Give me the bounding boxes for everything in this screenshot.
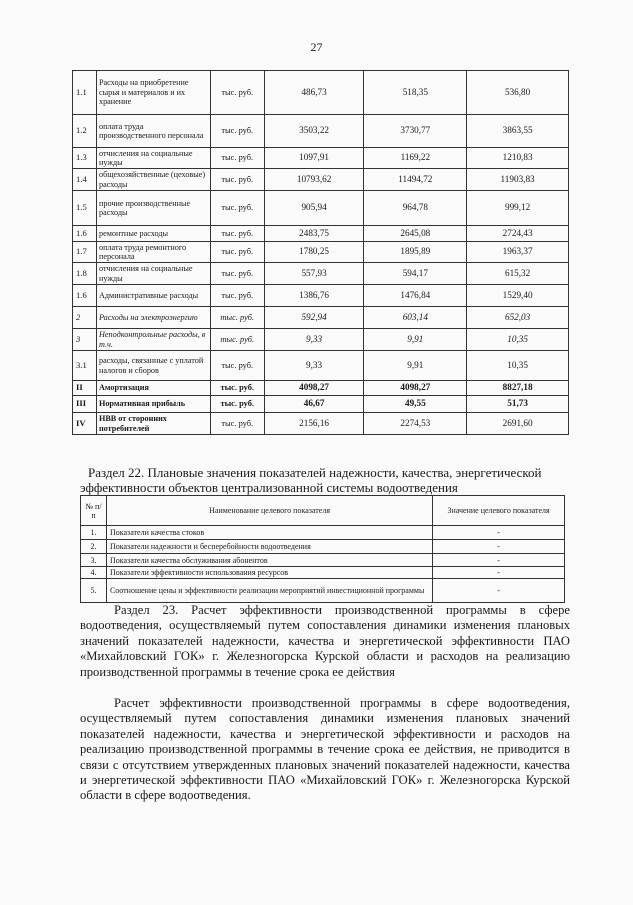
row-name: оплата труда ремонтного персонала — [96, 242, 210, 263]
cost-table — [72, 70, 569, 435]
table-row — [73, 115, 569, 148]
indicator-row — [81, 554, 565, 567]
row-code: 1.2 — [73, 115, 97, 148]
indicator-name: Показатели качества стоков — [106, 526, 432, 540]
table-row — [73, 263, 569, 285]
row-unit: тыс. руб. — [210, 329, 264, 351]
row-value-year3: 51,73 — [467, 396, 569, 413]
row-value-year3: 1529,40 — [467, 285, 569, 307]
row-name: Неподконтрольные расходы, в т.ч. — [96, 329, 210, 351]
table-row — [73, 285, 569, 307]
row-unit: тыс. руб. — [210, 242, 264, 263]
row-code: IV — [73, 413, 97, 435]
row-name: Расходы на приобретение сырья и материалов и их хранение — [96, 71, 210, 115]
row-name: ремонтные расходы — [96, 226, 210, 242]
row-unit: тыс. руб. — [210, 285, 264, 307]
header-name: Наименование целевого показателя — [106, 496, 432, 526]
indicator-num: 2. — [81, 540, 107, 554]
row-value-year2: 1476,84 — [364, 285, 467, 307]
indicator-row — [81, 567, 565, 579]
row-value-year3: 615,32 — [467, 263, 569, 285]
row-value-year1: 1097,91 — [264, 148, 364, 169]
row-value-year2: 4098,27 — [364, 381, 467, 396]
row-value-year1: 10793,62 — [264, 169, 364, 191]
row-value-year1: 9,33 — [264, 329, 364, 351]
indicator-row — [81, 540, 565, 554]
row-code: 1.6 — [73, 285, 97, 307]
row-value-year2: 603,14 — [364, 307, 467, 329]
table-row — [73, 351, 569, 381]
indicator-row — [81, 526, 565, 540]
row-value-year2: 49,55 — [364, 396, 467, 413]
row-name: НВВ от сторонних потребителей — [96, 413, 210, 435]
indicators-header-row — [81, 496, 565, 526]
row-value-year1: 2156,16 — [264, 413, 364, 435]
table-row — [73, 413, 569, 435]
row-code: II — [73, 381, 97, 396]
row-unit: тыс. руб. — [210, 148, 264, 169]
row-value-year3: 10,35 — [467, 351, 569, 381]
row-unit: тыс. руб. — [210, 71, 264, 115]
page-number: 27 — [310, 40, 323, 54]
row-code: 3 — [73, 329, 97, 351]
row-value-year3: 1210,83 — [467, 148, 569, 169]
row-value-year2: 2645,08 — [364, 226, 467, 242]
row-value-year2: 518,35 — [364, 71, 467, 115]
row-value-year1: 46,67 — [264, 396, 364, 413]
indicator-name: Показатели качества обслуживания абонентов — [106, 554, 432, 567]
row-code: 1.6 — [73, 226, 97, 242]
row-value-year1: 557,93 — [264, 263, 364, 285]
row-name: Нормативная прибыль — [96, 396, 210, 413]
row-unit: тыс. руб. — [210, 115, 264, 148]
row-value-year1: 486,73 — [264, 71, 364, 115]
row-unit: тыс. руб. — [210, 396, 264, 413]
row-value-year2: 1169,22 — [364, 148, 467, 169]
indicator-num: 3. — [81, 554, 107, 567]
table-row — [73, 71, 569, 115]
row-value-year3: 2724,43 — [467, 226, 569, 242]
row-value-year2: 1895,89 — [364, 242, 467, 263]
row-code: 1.3 — [73, 148, 97, 169]
indicator-value: - — [433, 540, 565, 554]
row-code: 1.7 — [73, 242, 97, 263]
row-unit: тыс. руб. — [210, 169, 264, 191]
row-value-year1: 1780,25 — [264, 242, 364, 263]
table-row — [73, 242, 569, 263]
row-name: оплата труда производственного персонала — [96, 115, 210, 148]
row-value-year3: 2691,60 — [467, 413, 569, 435]
row-value-year2: 3730,77 — [364, 115, 467, 148]
row-value-year3: 1963,37 — [467, 242, 569, 263]
indicator-num: 5. — [81, 579, 107, 603]
indicators-table — [80, 495, 565, 603]
row-name: отчисления на социальные нужды — [96, 263, 210, 285]
table-row — [73, 169, 569, 191]
header-value: Значение целевого показателя — [433, 496, 565, 526]
row-name: Амортизация — [96, 381, 210, 396]
row-code: 2 — [73, 307, 97, 329]
header-num: № п/п — [81, 496, 107, 526]
indicator-value: - — [433, 567, 565, 579]
row-unit: тыс. руб. — [210, 413, 264, 435]
section23-explanation: Расчет эффективности производственной программы в сфере водоотведения, осуществляемый путем сопоставления динамики изменения плановых значений показателей надежности, качества и энергетической эффективности и расходов на реализацию производственной программы в течение срока ее действия, не приводится в связи с отсутствием утвержденных плановых значений показателей надежности, качества и энергетической эффективности ПАО «Михайловский ГОК» г. Железногорска Курской области в сфере водоотведения. — [80, 696, 570, 803]
table-row — [73, 381, 569, 396]
table-row — [73, 329, 569, 351]
row-value-year1: 4098,27 — [264, 381, 364, 396]
row-unit: тыс. руб. — [210, 307, 264, 329]
section22-title-line2: эффективности объектов централизованной системы водоотведения — [80, 480, 458, 495]
row-unit: тыс. руб. — [210, 191, 264, 226]
row-name: расходы, связанные с уплатой налогов и сборов — [96, 351, 210, 381]
indicator-value: - — [433, 554, 565, 567]
row-unit: тыс. руб. — [210, 263, 264, 285]
row-code: 1.5 — [73, 191, 97, 226]
row-name: общехозяйственные (цеховые) расходы — [96, 169, 210, 191]
row-unit: тыс. руб. — [210, 351, 264, 381]
row-code: 1.4 — [73, 169, 97, 191]
indicator-value: - — [433, 526, 565, 540]
row-value-year2: 964,78 — [364, 191, 467, 226]
row-name: Административные расходы — [96, 285, 210, 307]
row-value-year1: 9,33 — [264, 351, 364, 381]
row-value-year2: 11494,72 — [364, 169, 467, 191]
row-name: Расходы на электроэнергию — [96, 307, 210, 329]
section23-paragraph: Раздел 23. Расчет эффективности производственной программы в сфере водоотведения, осуществляемый путем сопоставления динамики изменения плановых значений показателей надежности, качества и энергетической эффективности ПАО «Михайловский ГОК» г. Железногорска Курской области и расходов на реализацию производственной программы в течение срока ее действия — [80, 603, 570, 679]
indicator-name: Показатели эффективности использования ресурсов — [106, 567, 432, 579]
row-value-year3: 999,12 — [467, 191, 569, 226]
row-code: III — [73, 396, 97, 413]
row-value-year1: 1386,76 — [264, 285, 364, 307]
row-value-year1: 592,94 — [264, 307, 364, 329]
row-value-year3: 8827,18 — [467, 381, 569, 396]
row-value-year3: 3863,55 — [467, 115, 569, 148]
table-row — [73, 307, 569, 329]
row-value-year1: 905,94 — [264, 191, 364, 226]
indicator-name: Показатели надежности и бесперебойности водоотведения — [106, 540, 432, 554]
row-code: 1.8 — [73, 263, 97, 285]
row-value-year2: 2274,53 — [364, 413, 467, 435]
indicator-num: 4. — [81, 567, 107, 579]
row-unit: тыс. руб. — [210, 226, 264, 242]
row-name: отчисления на социальные нужды — [96, 148, 210, 169]
section22-title-line1: Раздел 22. Плановые значения показателей надежности, качества, энергетической — [88, 465, 542, 480]
row-value-year1: 3503,22 — [264, 115, 364, 148]
table-row — [73, 226, 569, 242]
table-row — [73, 191, 569, 226]
row-unit: тыс. руб. — [210, 381, 264, 396]
table-row — [73, 396, 569, 413]
row-value-year1: 2483,75 — [264, 226, 364, 242]
table-row — [73, 148, 569, 169]
row-value-year2: 9,91 — [364, 351, 467, 381]
row-code: 1.1 — [73, 71, 97, 115]
row-value-year2: 594,17 — [364, 263, 467, 285]
row-name: прочие производственные расходы — [96, 191, 210, 226]
row-value-year3: 652,03 — [467, 307, 569, 329]
indicator-num: 1. — [81, 526, 107, 540]
row-value-year3: 10,35 — [467, 329, 569, 351]
indicator-name: Соотношение цены и эффективности реализации мероприятий инвестиционной программы — [106, 579, 432, 603]
row-code: 3.1 — [73, 351, 97, 381]
indicator-row — [81, 579, 565, 603]
row-value-year3: 536,80 — [467, 71, 569, 115]
row-value-year2: 9,91 — [364, 329, 467, 351]
row-value-year3: 11903,83 — [467, 169, 569, 191]
indicator-value: - — [433, 579, 565, 603]
